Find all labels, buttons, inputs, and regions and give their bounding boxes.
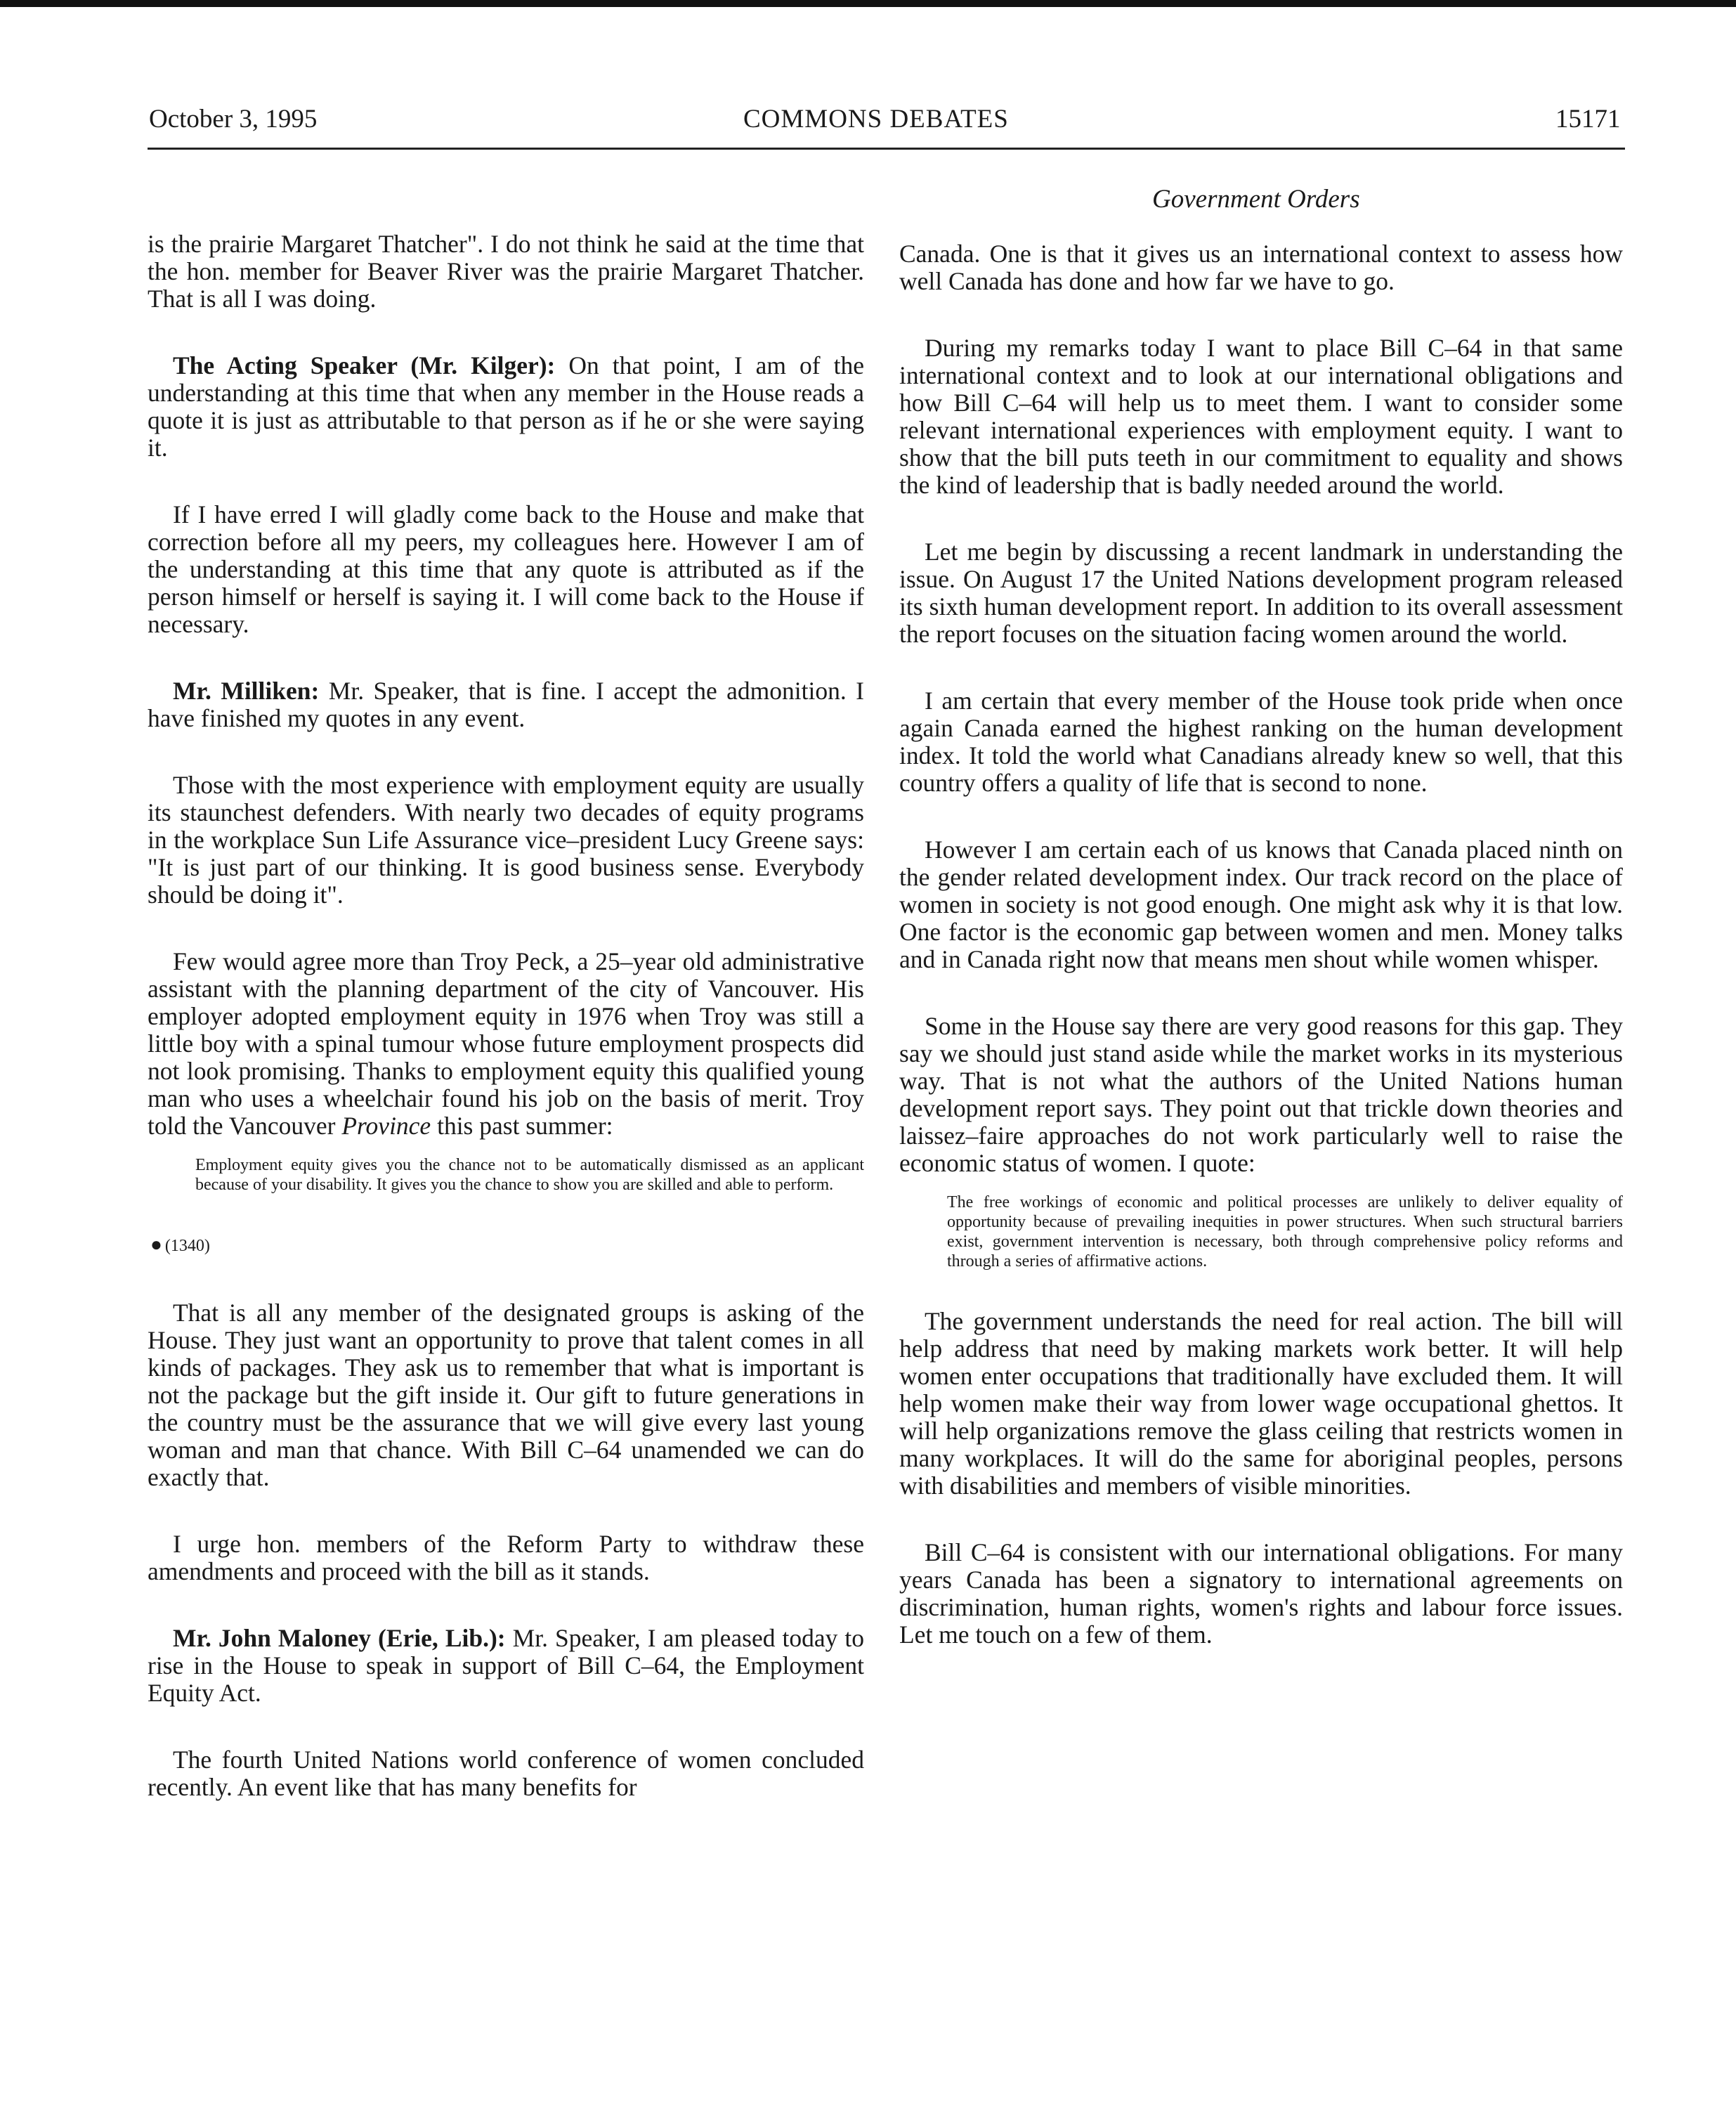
paragraph	[148, 352, 864, 462]
right-column	[899, 240, 1623, 1688]
time-marker	[150, 1231, 864, 1260]
speech-text: On that point, I am of the understanding at this time that when any member in the House reads a quote it is just as attributable to that person as if he or she were saying it.	[148, 351, 864, 462]
section-title: Government Orders	[1152, 185, 1360, 214]
header-rule	[148, 148, 1625, 150]
publication-name: Province	[341, 1112, 431, 1140]
block-quote: The free workings of economic and political processes are unlikely to deliver equality of opportunity because of prevailing inequities in power structures. When such structural barriers exist, government intervention is necessary, both through comprehensive policy reforms and through a series of affirmative actions.	[947, 1193, 1623, 1271]
paragraph	[148, 677, 864, 732]
paragraph: If I have erred I will gladly come back to the House and make that correction before all my peers, my colleagues here. However I am of the understanding at this time that any quote is attributed as if the person himself or herself is saying it. I will come back to the House if necessary.	[148, 500, 864, 638]
paragraph: The fourth United Nations world conference of women concluded recently. An event like that has many benefits for	[148, 1746, 864, 1801]
paragraph: is the prairie Margaret Thatcher". I do not think he said at the time that the hon. member for Beaver River was the prairie Margaret Thatcher. That is all I was doing.	[148, 230, 864, 313]
paragraph: Bill C–64 is consistent with our international obligations. For many years Canada has been a signatory to international agreements on discrimination, human rights, women's rights and labour force issues. Let me touch on a few of them.	[899, 1538, 1623, 1649]
speech-text: Few would agree more than Troy Peck, a 25–year old administrative assistant with the planning department of the city of Vancouver. His employer adopted employment equity in 1976 when Troy was still a little boy with a spinal tumour whose future employment prospects did not look promising. Thanks to employment equity this qualified young man who uses a wheelchair found his job on the basis of merit. Troy told the Vancouver	[148, 947, 864, 1140]
paragraph: I am certain that every member of the House took pride when once again Canada earned the highest ranking on the human development index. It told the world what Canadians already knew so well, that this country offers a quality of life that is second to none.	[899, 687, 1623, 797]
block-quote: Employment equity gives you the chance not to be automatically dismissed as an applicant because of your disability. It gives you the chance to show you are skilled and able to perform.	[195, 1156, 864, 1194]
paragraph: During my remarks today I want to place Bill C–64 in that same international context and to look at our international obligations and how Bill C–64 will help us to meet them. I want to consider some relevant international experiences with employment equity. I want to show that the bill puts teeth in our commitment to equality and shows the kind of leadership that is badly needed around the world.	[899, 334, 1623, 499]
paragraph: Let me begin by discussing a recent landmark in understanding the issue. On August 17 the United Nations development program released its sixth human development report. In addition to its overall assessment the report focuses on the situation facing women around the world.	[899, 538, 1623, 648]
paragraph	[148, 948, 864, 1140]
speaker-name: The Acting Speaker (Mr. Kilger):	[173, 351, 556, 379]
paragraph: I urge hon. members of the Reform Party to withdraw these amendments and proceed with the bill as it stands.	[148, 1530, 864, 1585]
paragraph: Canada. One is that it gives us an international context to assess how well Canada has done and how far we have to go.	[899, 240, 1623, 295]
bullet-icon: ●	[150, 1234, 162, 1256]
left-column	[148, 230, 864, 1840]
speech-text: this past summer:	[437, 1112, 613, 1140]
scan-edge	[0, 0, 1736, 7]
speech-text: Mr. Speaker, that is fine. I accept the admonition. I have finished my quotes in any event.	[148, 677, 864, 732]
header-page-number: 15171	[1555, 105, 1621, 134]
time-marker-text: (1340)	[164, 1237, 210, 1255]
paragraph: That is all any member of the designated groups is asking of the House. They just want an opportunity to prove that talent comes in all kinds of packages. They ask us to remember that what is important is not the package but the gift inside it. Our gift to future generations in the country must be the assurance that we will give every last young woman and man that chance. With Bill C–64 unamended we can do exactly that.	[148, 1299, 864, 1491]
header-date: October 3, 1995	[149, 105, 318, 134]
speaker-name: Mr. Milliken:	[173, 677, 320, 705]
paragraph: Some in the House say there are very good reasons for this gap. They say we should just stand aside while the market works in its mysterious way. That is not what the authors of the United Nations human development report says. They point out that trickle down theories and laissez–faire approaches do not work particularly well to raise the economic status of women. I quote:	[899, 1012, 1623, 1177]
speaker-name: Mr. John Maloney (Erie, Lib.):	[173, 1624, 506, 1652]
speech-text: Mr. Speaker, I am pleased today to rise in the House to speak in support of Bill C–64, the Employment Equity Act.	[148, 1624, 865, 1707]
paragraph	[148, 1625, 864, 1707]
paragraph: The government understands the need for real action. The bill will help address that need by making markets work better. It will help women enter occupations that traditionally have excluded them. It will help women make their way from lower wage occupational ghettos. It will help organizations remove the glass ceiling that restricts women in many workplaces. It will do the same for aboriginal peoples, persons with disabilities and members of visible minorities.	[899, 1307, 1623, 1500]
paragraph: Those with the most experience with employment equity are usually its staunchest defenders. With nearly two decades of equity programs in the workplace Sun Life Assurance vice–president Lucy Greene says: "It is just part of our thinking. It is good business sense. Everybody should be doing it".	[148, 771, 864, 909]
paragraph: However I am certain each of us knows that Canada placed ninth on the gender related development index. Our track record on the place of women in society is not good enough. One might ask why it is that low. One factor is the economic gap between women and men. Money talks and in Canada right now that means men shout while women whisper.	[899, 836, 1623, 973]
header-title: COMMONS DEBATES	[743, 105, 1009, 134]
